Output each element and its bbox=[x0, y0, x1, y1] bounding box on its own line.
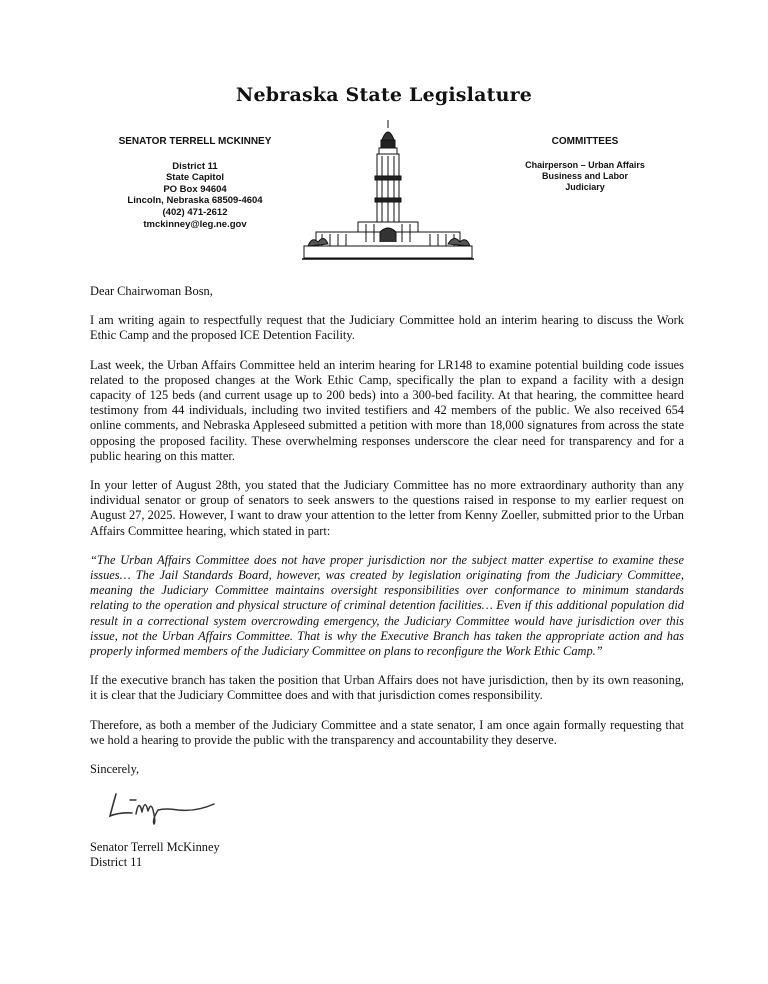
closing: Sincerely, bbox=[90, 762, 140, 777]
paragraph: I am writing again to respectfully request that the Judiciary Committee hold an interim hearing to discuss the Work Ethic Camp and the proposed ICE Detention Facility. bbox=[90, 313, 684, 343]
committee-item: Business and Labor bbox=[541, 171, 629, 181]
signer-district: District 11 bbox=[90, 855, 143, 870]
letter-body bbox=[90, 284, 684, 777]
senator-phone: (402) 471-2612 bbox=[162, 206, 228, 218]
senator-name: SENATOR TERRELL MCKINNEY bbox=[118, 136, 272, 147]
paragraph: If the executive branch has taken the position that Urban Affairs does not have jurisdiction, then by its own reasoning, it is clear that the Judiciary Committee does and with that jurisdiction comes responsibility. bbox=[90, 673, 684, 703]
paragraph: Therefore, as both a member of the Judiciary Committee and a state senator, I am once again formally requesting that we hold a hearing to provide the public with the transparency and accountability they deserve. bbox=[90, 717, 684, 747]
senator-contact-block bbox=[110, 136, 280, 230]
capitol-building-icon bbox=[302, 118, 474, 262]
paragraph: In your letter of August 28th, you stated that the Judiciary Committee has no more extraordinary authority than any individual senator or group of senators to seek answers to the questions raised in response to my earlier request on August 27, 2025. However, I want to draw your attention to the letter from Kenny Zoeller, submitted prior to the Urban Affairs Committee hearing, which stated in part: bbox=[90, 478, 684, 538]
senator-po-box: PO Box 94604 bbox=[163, 183, 227, 195]
handwritten-signature bbox=[106, 786, 218, 826]
signer-name: Senator Terrell McKinney bbox=[90, 840, 220, 854]
committees-block bbox=[510, 136, 660, 193]
committees-heading: COMMITTEES bbox=[551, 136, 619, 147]
senator-email: tmckinney@leg.ne.gov bbox=[143, 218, 247, 230]
legislature-masthead: Nebraska State Legislature bbox=[235, 84, 533, 106]
committee-item: Chairperson – Urban Affairs bbox=[525, 160, 645, 170]
paragraph: Last week, the Urban Affairs Committee held an interim hearing for LR148 to examine potential building code issues related to the proposed changes at the Work Ethic Camp, specifically the plan to expand a facility with a design capacity of 125 beds (and current usage up to 200 beds) into a 300-bed facility. At that hearing, the committee heard testimony from 44 individuals, including two invited testifiers and 42 members of the public. We also received 654 online comments, and Nebraska Appleseed submitted a petition with more than 18,000 signatures from across the state opposing the proposed facility. These overwhelming responses underscore the clear need for transparency and for a public hearing on this matter. bbox=[90, 357, 684, 463]
salutation: Dear Chairwoman Bosn, bbox=[90, 284, 213, 298]
quoted-passage: “The Urban Affairs Committee does not have proper jurisdiction nor the subject matter expertise to examine these issues… The Jail Standards Board, however, was created by legislation originating from the Judiciary Committee, meaning the Judiciary Committee maintains oversight responsibilities over conformance to minimum standards relating to the operation and physical structure of criminal detention facilities… Even if this additional population did result in a correctional system overcrowding emergency, the Judiciary Committee would have jurisdiction over this issue, not the Urban Affairs Committee. That is why the Executive Branch has taken the appropriate action and has properly informed members of the Judiciary Committee on plans to reconfigure the Work Ethic Camp.” bbox=[90, 552, 684, 659]
signer-block bbox=[90, 840, 220, 870]
senator-district: District 11 bbox=[172, 160, 218, 172]
senator-city: Lincoln, Nebraska 68509-4604 bbox=[127, 195, 263, 207]
senator-office: State Capitol bbox=[165, 172, 225, 184]
committee-item: Judiciary bbox=[565, 182, 605, 192]
